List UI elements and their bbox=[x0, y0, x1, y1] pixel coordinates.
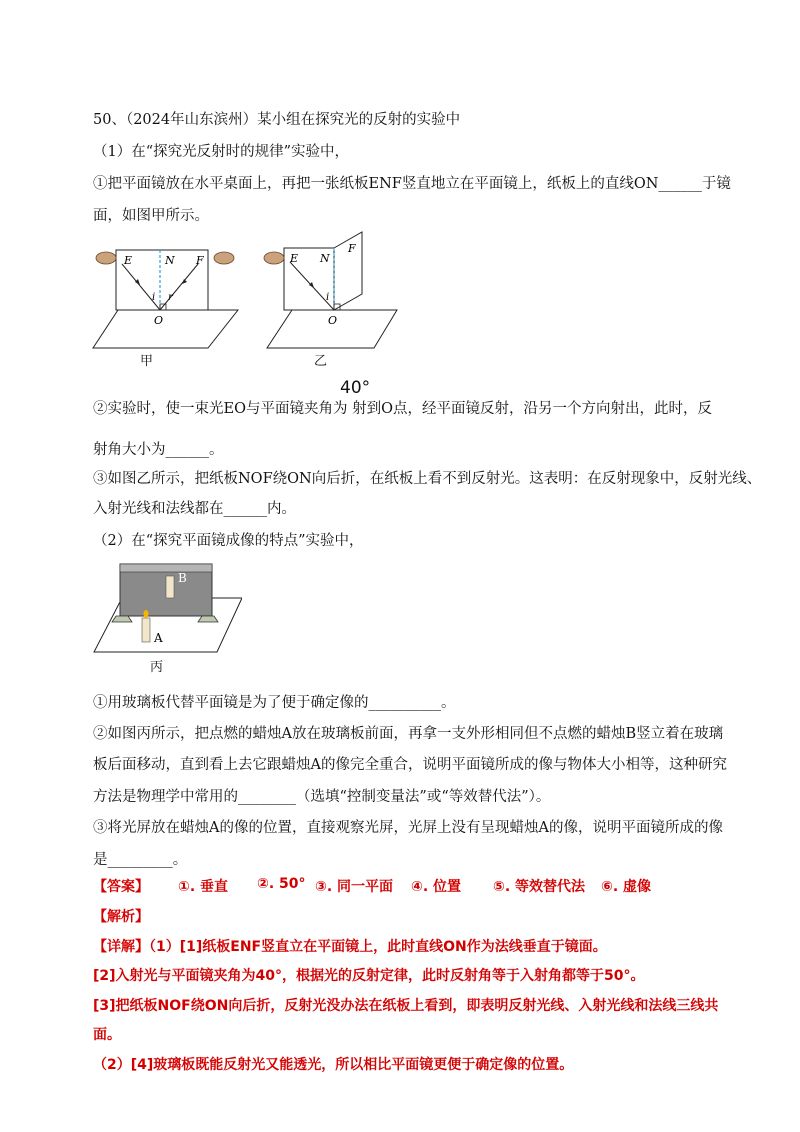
label-A: A bbox=[154, 631, 163, 645]
answer-item-2: ②. 50° bbox=[257, 876, 306, 892]
part2-intro: （2）在“探究平面镜成像的特点”实验中， bbox=[93, 533, 364, 549]
q4-line: ①用玻璃板代替平面镜是为了便于确定像的__________。 bbox=[93, 695, 456, 711]
figure-bing bbox=[92, 558, 242, 654]
analysis-label: 【解析】 bbox=[93, 909, 149, 925]
q5-line1: ②如图丙所示，把点燃的蜡烛A放在玻璃板前面，再拿一支外形相同但不点燃的蜡烛B竖立着在玻璃 bbox=[93, 726, 724, 742]
label-B: B bbox=[178, 571, 187, 585]
caption-yi: 乙 bbox=[314, 354, 328, 369]
q5-line2: 板后面移动，直到看上去它跟蜡烛A的像完全重合，说明平面镜所成的像与物体大小相等，这种研究 bbox=[93, 757, 727, 773]
label-r: r bbox=[168, 292, 173, 303]
label-O-yi: O bbox=[328, 314, 338, 327]
analysis-line3: [3]把纸板NOF绕ON向后折，反射光没办法在纸板上看到，即表明反射光线、入射光线和法线三线共 bbox=[93, 998, 719, 1014]
q3-line2: 入射光线和法线都在______内。 bbox=[93, 501, 296, 517]
q1-line2: 面，如图甲所示。 bbox=[93, 208, 209, 224]
q2-line1: ②实验时，使一束光EO与平面镜夹角为 射到O点，经平面镜反射，沿另一个方向射出，此时，反 bbox=[93, 401, 712, 417]
q1-line1: ①把平面镜放在水平桌面上，再把一张纸板ENF竖直地立在平面镜上，纸板上的直线ON______于镜 bbox=[93, 176, 731, 192]
answer-item-5: ⑤. 等效替代法 bbox=[493, 879, 586, 895]
label-E: E bbox=[124, 254, 133, 267]
label-i: i bbox=[152, 292, 156, 303]
label-i-yi: i bbox=[326, 292, 330, 303]
angle-40: 40° bbox=[340, 378, 371, 398]
label-O: O bbox=[154, 314, 164, 327]
label-E-yi: E bbox=[290, 252, 299, 265]
analysis-line4: 面。 bbox=[93, 1027, 121, 1043]
label-N-yi: N bbox=[320, 252, 330, 265]
figure-jia bbox=[88, 238, 248, 368]
q3-line1: ③如图乙所示，把纸板NOF绕ON向后折，在纸板上看不到反射光。这表明：在反射现象中，反射光线、 bbox=[93, 471, 762, 487]
answer-item-6: ⑥. 虚像 bbox=[601, 879, 652, 895]
analysis-line5: （2）[4]玻璃板既能反射光又能透光，所以相比平面镜更便于确定像的位置。 bbox=[93, 1057, 574, 1073]
label-N: N bbox=[165, 254, 175, 267]
q6-line2: 是_________。 bbox=[93, 852, 188, 868]
caption-jia: 甲 bbox=[140, 354, 154, 369]
answer-row bbox=[93, 876, 713, 896]
label-F-yi: F bbox=[348, 242, 356, 255]
figure-yi bbox=[262, 228, 402, 368]
q2-line2: 射角大小为______。 bbox=[93, 442, 224, 458]
part1-intro: （1）在“探究光反射时的规律”实验中， bbox=[93, 144, 350, 160]
caption-bing: 丙 bbox=[150, 660, 164, 675]
q6-line1: ③将光屏放在蜡烛A的像的位置，直接观察光屏，光屏上没有呈现蜡烛A的像，说明平面镜所成的像 bbox=[93, 820, 723, 836]
analysis-line1: 【详解】（1）[1]纸板ENF竖直立在平面镜上，此时直线ON作为法线垂直于镜面。 bbox=[93, 939, 607, 955]
analysis-line2: [2]入射光与平面镜夹角为40°，根据光的反射定律，此时反射角等于入射角都等于50°。 bbox=[93, 968, 645, 984]
answer-label: 【答案】 bbox=[93, 879, 149, 895]
answer-item-1: ①. 垂直 bbox=[178, 879, 229, 895]
answer-item-3: ③. 同一平面 bbox=[315, 879, 394, 895]
q5-line3: 方法是物理学中常用的________（选填“控制变量法”或“等效替代法”）。 bbox=[93, 789, 551, 805]
label-F: F bbox=[196, 254, 204, 267]
question-title: 50、（2024年山东滨州）某小组在探究光的反射的实验中 bbox=[93, 112, 461, 128]
answer-item-4: ④. 位置 bbox=[411, 879, 462, 895]
